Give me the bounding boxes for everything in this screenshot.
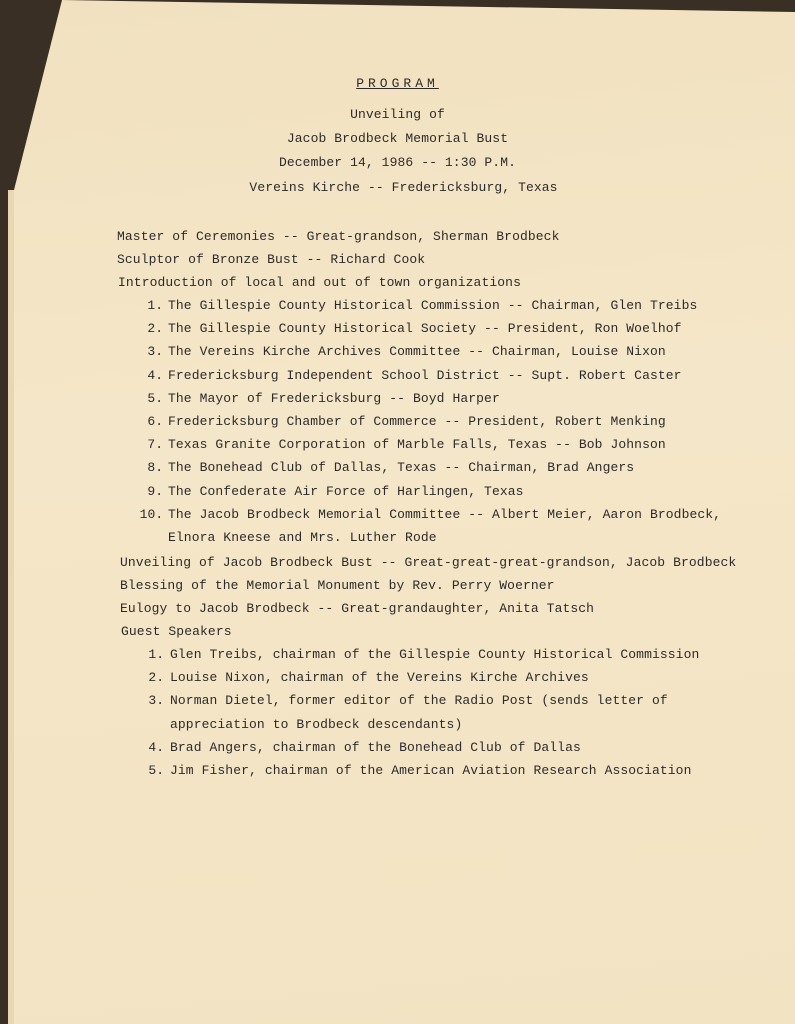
organization-item-number: 6. (147, 414, 164, 429)
speaker-item: Brad Angers, chairman of the Bonehead Club of Dallas (170, 740, 581, 756)
organization-item: The Vereins Kirche Archives Committee -- Chairman, Louise Nixon (168, 344, 666, 360)
page-title: PROGRAM (356, 76, 439, 91)
organization-item-number: 8. (147, 460, 164, 476)
event-location: Vereins Kirche -- Fredericksburg, Texas (249, 180, 558, 195)
speaker-item-number: 4. (148, 740, 165, 756)
organization-item: The Bonehead Club of Dallas, Texas -- Chairman, Brad Angers (168, 460, 635, 476)
guest-speakers-heading: Guest Speakers (121, 624, 232, 639)
organization-item: The Gillespie County Historical Society -- President, Ron Woelhof (168, 321, 682, 337)
unveiling-line: Unveiling of Jacob Brodbeck Bust -- Great-great-great-grandson, Jacob Brodbeck (120, 555, 737, 570)
organization-item-number: 2. (147, 321, 164, 337)
organization-item-number: 4. (147, 367, 164, 383)
organization-item: The Jacob Brodbeck Memorial Committee -- Albert Meier, Aaron Brodbeck, (168, 506, 722, 522)
speaker-item-number: 1. (148, 647, 165, 662)
organization-item: The Gillespie County Historical Commission -- Chairman, Glen Treibs (168, 298, 698, 313)
event-date: December 14, 1986 -- 1:30 P.M. (278, 155, 517, 170)
organization-item-number: 5. (147, 390, 164, 406)
speaker-item: Louise Nixon, chairman of the Vereins Kirche Archives (170, 670, 589, 686)
organization-item-number: 1. (147, 298, 164, 313)
blessing-line: Blessing of the Memorial Monument by Rev. Perry Woerner (120, 578, 555, 593)
eulogy-line: Eulogy to Jacob Brodbeck -- Great-grandaughter, Anita Tatsch (120, 601, 595, 616)
organization-item-number: 9. (147, 483, 164, 499)
organization-item-number: 7. (147, 437, 164, 453)
organization-item: Fredericksburg Independent School District -- Supt. Robert Caster (168, 367, 682, 383)
subtitle: Unveiling of (350, 107, 445, 122)
organization-item: Texas Granite Corporation of Marble Falls, Texas -- Bob Johnson (168, 437, 666, 453)
organization-item-number: 3. (147, 344, 164, 360)
speaker-item: Glen Treibs, chairman of the Gillespie County Historical Commission (170, 647, 700, 662)
master-of-ceremonies: Master of Ceremonies -- Great-grandson, Sherman Brodbeck (117, 229, 560, 244)
event-name: Jacob Brodbeck Memorial Bust (286, 131, 509, 146)
sculptor: Sculptor of Bronze Bust -- Richard Cook (117, 252, 426, 267)
speaker-item: Norman Dietel, former editor of the Radio Post (sends letter of (170, 693, 668, 709)
introduction-heading: Introduction of local and out of town organizations (118, 275, 521, 290)
organization-item: The Mayor of Fredericksburg -- Boyd Harper (168, 390, 500, 406)
organization-item: Fredericksburg Chamber of Commerce -- President, Robert Menking (168, 414, 666, 429)
speaker-item-continuation: appreciation to Brodbeck descendants) (170, 716, 463, 732)
speaker-item-number: 3. (148, 693, 165, 709)
speaker-item-number: 5. (148, 763, 165, 779)
speaker-item-number: 2. (148, 670, 165, 686)
organization-item-number: 10. (139, 506, 164, 522)
organization-item: The Confederate Air Force of Harlingen, Texas (168, 483, 524, 499)
speaker-item: Jim Fisher, chairman of the American Aviation Research Association (170, 763, 692, 779)
organization-item-continuation: Elnora Kneese and Mrs. Luther Rode (168, 530, 437, 545)
